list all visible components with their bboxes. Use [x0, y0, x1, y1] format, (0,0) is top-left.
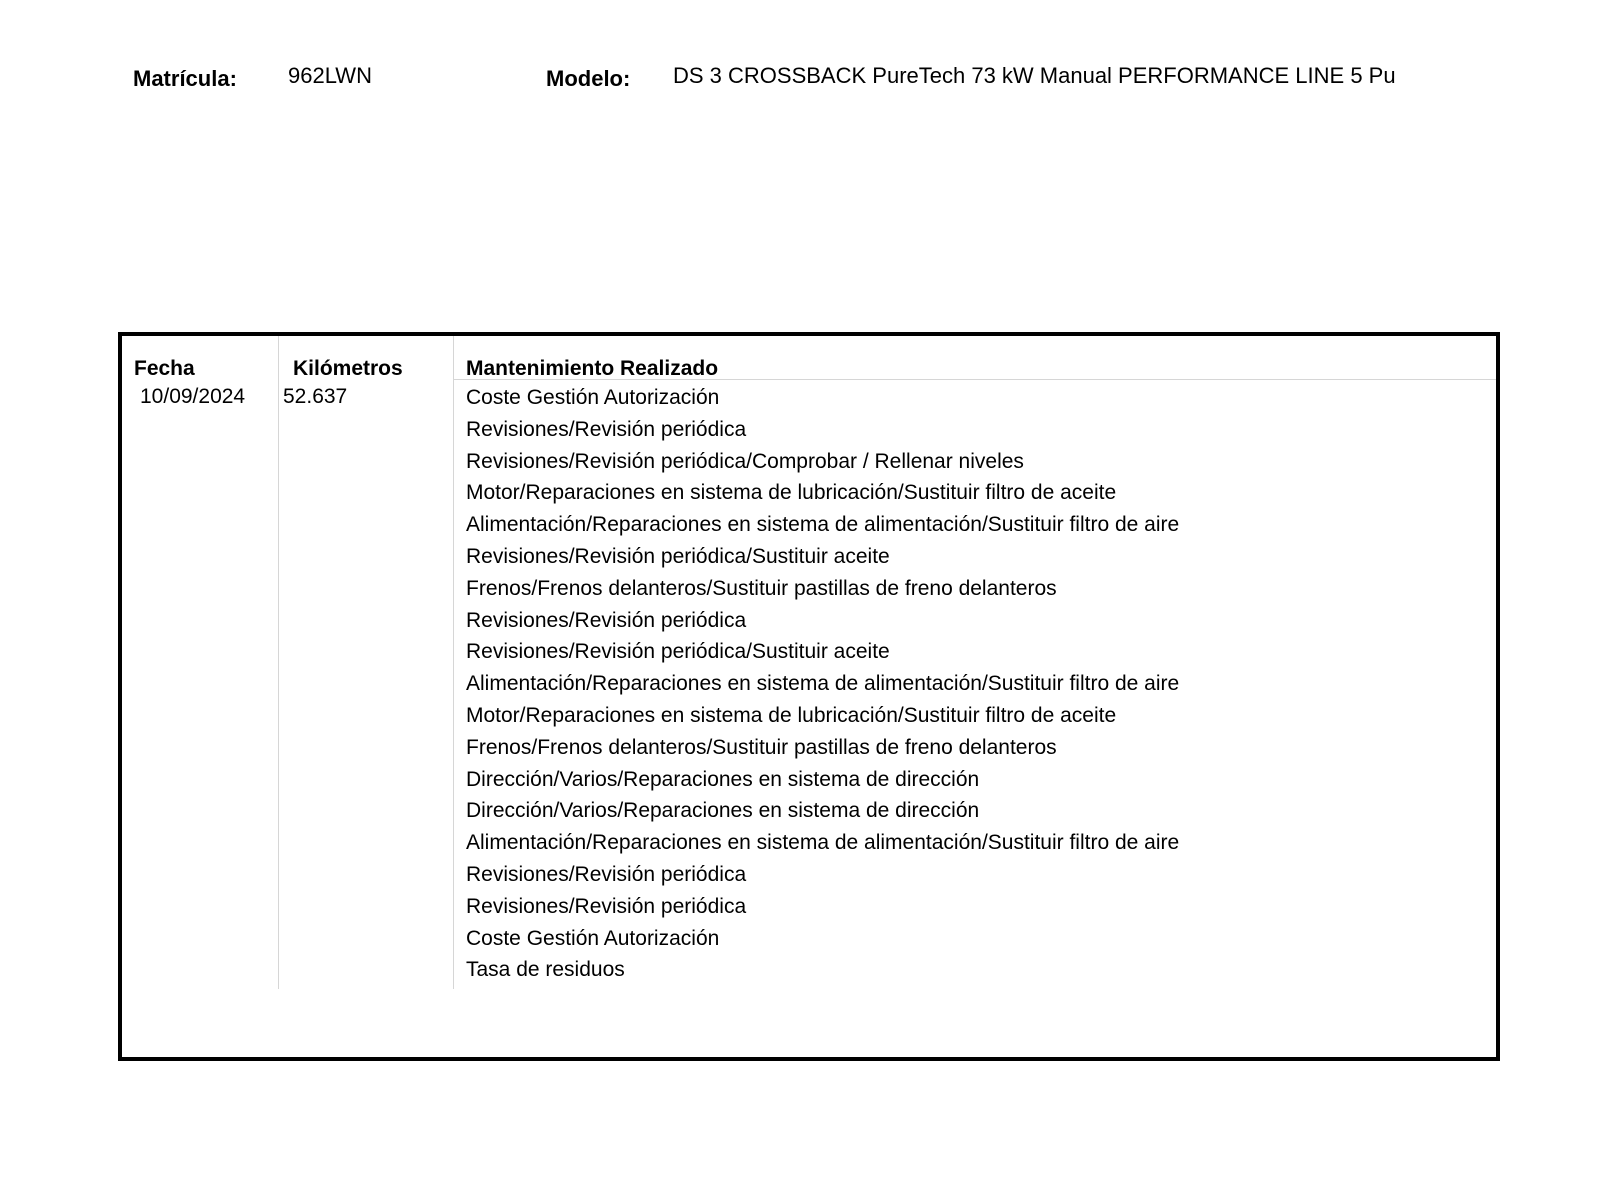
maintenance-item: Alimentación/Reparaciones en sistema de alimentación/Sustituir filtro de aire [466, 513, 1180, 537]
plate-value: 962LWN [288, 63, 372, 88]
maintenance-item: Revisiones/Revisión periódica [466, 894, 747, 918]
maintenance-list [466, 385, 1179, 989]
maintenance-item: Revisiones/Revisión periódica [466, 417, 747, 441]
column-divider [453, 336, 454, 989]
maintenance-item: Coste Gestión Autorización [466, 386, 720, 409]
maintenance-item: Revisiones/Revisión periódica/Comprobar / Rellenar niveles [466, 449, 1024, 473]
maintenance-item: Alimentación/Reparaciones en sistema de alimentación/Sustituir filtro de aire [466, 831, 1180, 855]
maintenance-item: Dirección/Varios/Reparaciones en sistema de dirección [466, 799, 980, 823]
maintenance-item: Alimentación/Reparaciones en sistema de alimentación/Sustituir filtro de aire [466, 672, 1180, 696]
maintenance-item: Tasa de residuos [466, 958, 625, 982]
maintenance-item: Dirección/Varios/Reparaciones en sistema de dirección [466, 767, 980, 791]
maintenance-item: Coste Gestión Autorización [466, 926, 720, 950]
maintenance-item: Frenos/Frenos delanteros/Sustituir pastillas de freno delanteros [466, 576, 1057, 600]
model-value: DS 3 CROSSBACK PureTech 73 kW Manual PERFORMANCE LINE 5 Pu [673, 63, 1396, 88]
maintenance-table [118, 332, 1500, 1061]
model-label: Modelo: [546, 66, 631, 91]
maintenance-item: Frenos/Frenos delanteros/Sustituir pastillas de freno delanteros [466, 735, 1057, 759]
column-header-maintenance: Mantenimiento Realizado [466, 357, 719, 380]
maintenance-item: Revisiones/Revisión periódica/Sustituir aceite [466, 640, 890, 664]
maintenance-item: Motor/Reparaciones en sistema de lubricación/Sustituir filtro de aceite [466, 481, 1117, 505]
column-header-date: Fecha [134, 357, 195, 380]
row-date: 10/09/2024 [140, 385, 246, 408]
maintenance-item: Revisiones/Revisión periódica [466, 862, 747, 886]
maintenance-item: Revisiones/Revisión periódica [466, 608, 747, 632]
column-divider [278, 336, 279, 989]
row-km: 52.637 [283, 385, 348, 408]
column-header-km: Kilómetros [293, 357, 403, 380]
plate-label: Matrícula: [133, 66, 237, 91]
maintenance-item: Motor/Reparaciones en sistema de lubricación/Sustituir filtro de aceite [466, 703, 1117, 727]
maintenance-item: Revisiones/Revisión periódica/Sustituir aceite [466, 544, 890, 568]
